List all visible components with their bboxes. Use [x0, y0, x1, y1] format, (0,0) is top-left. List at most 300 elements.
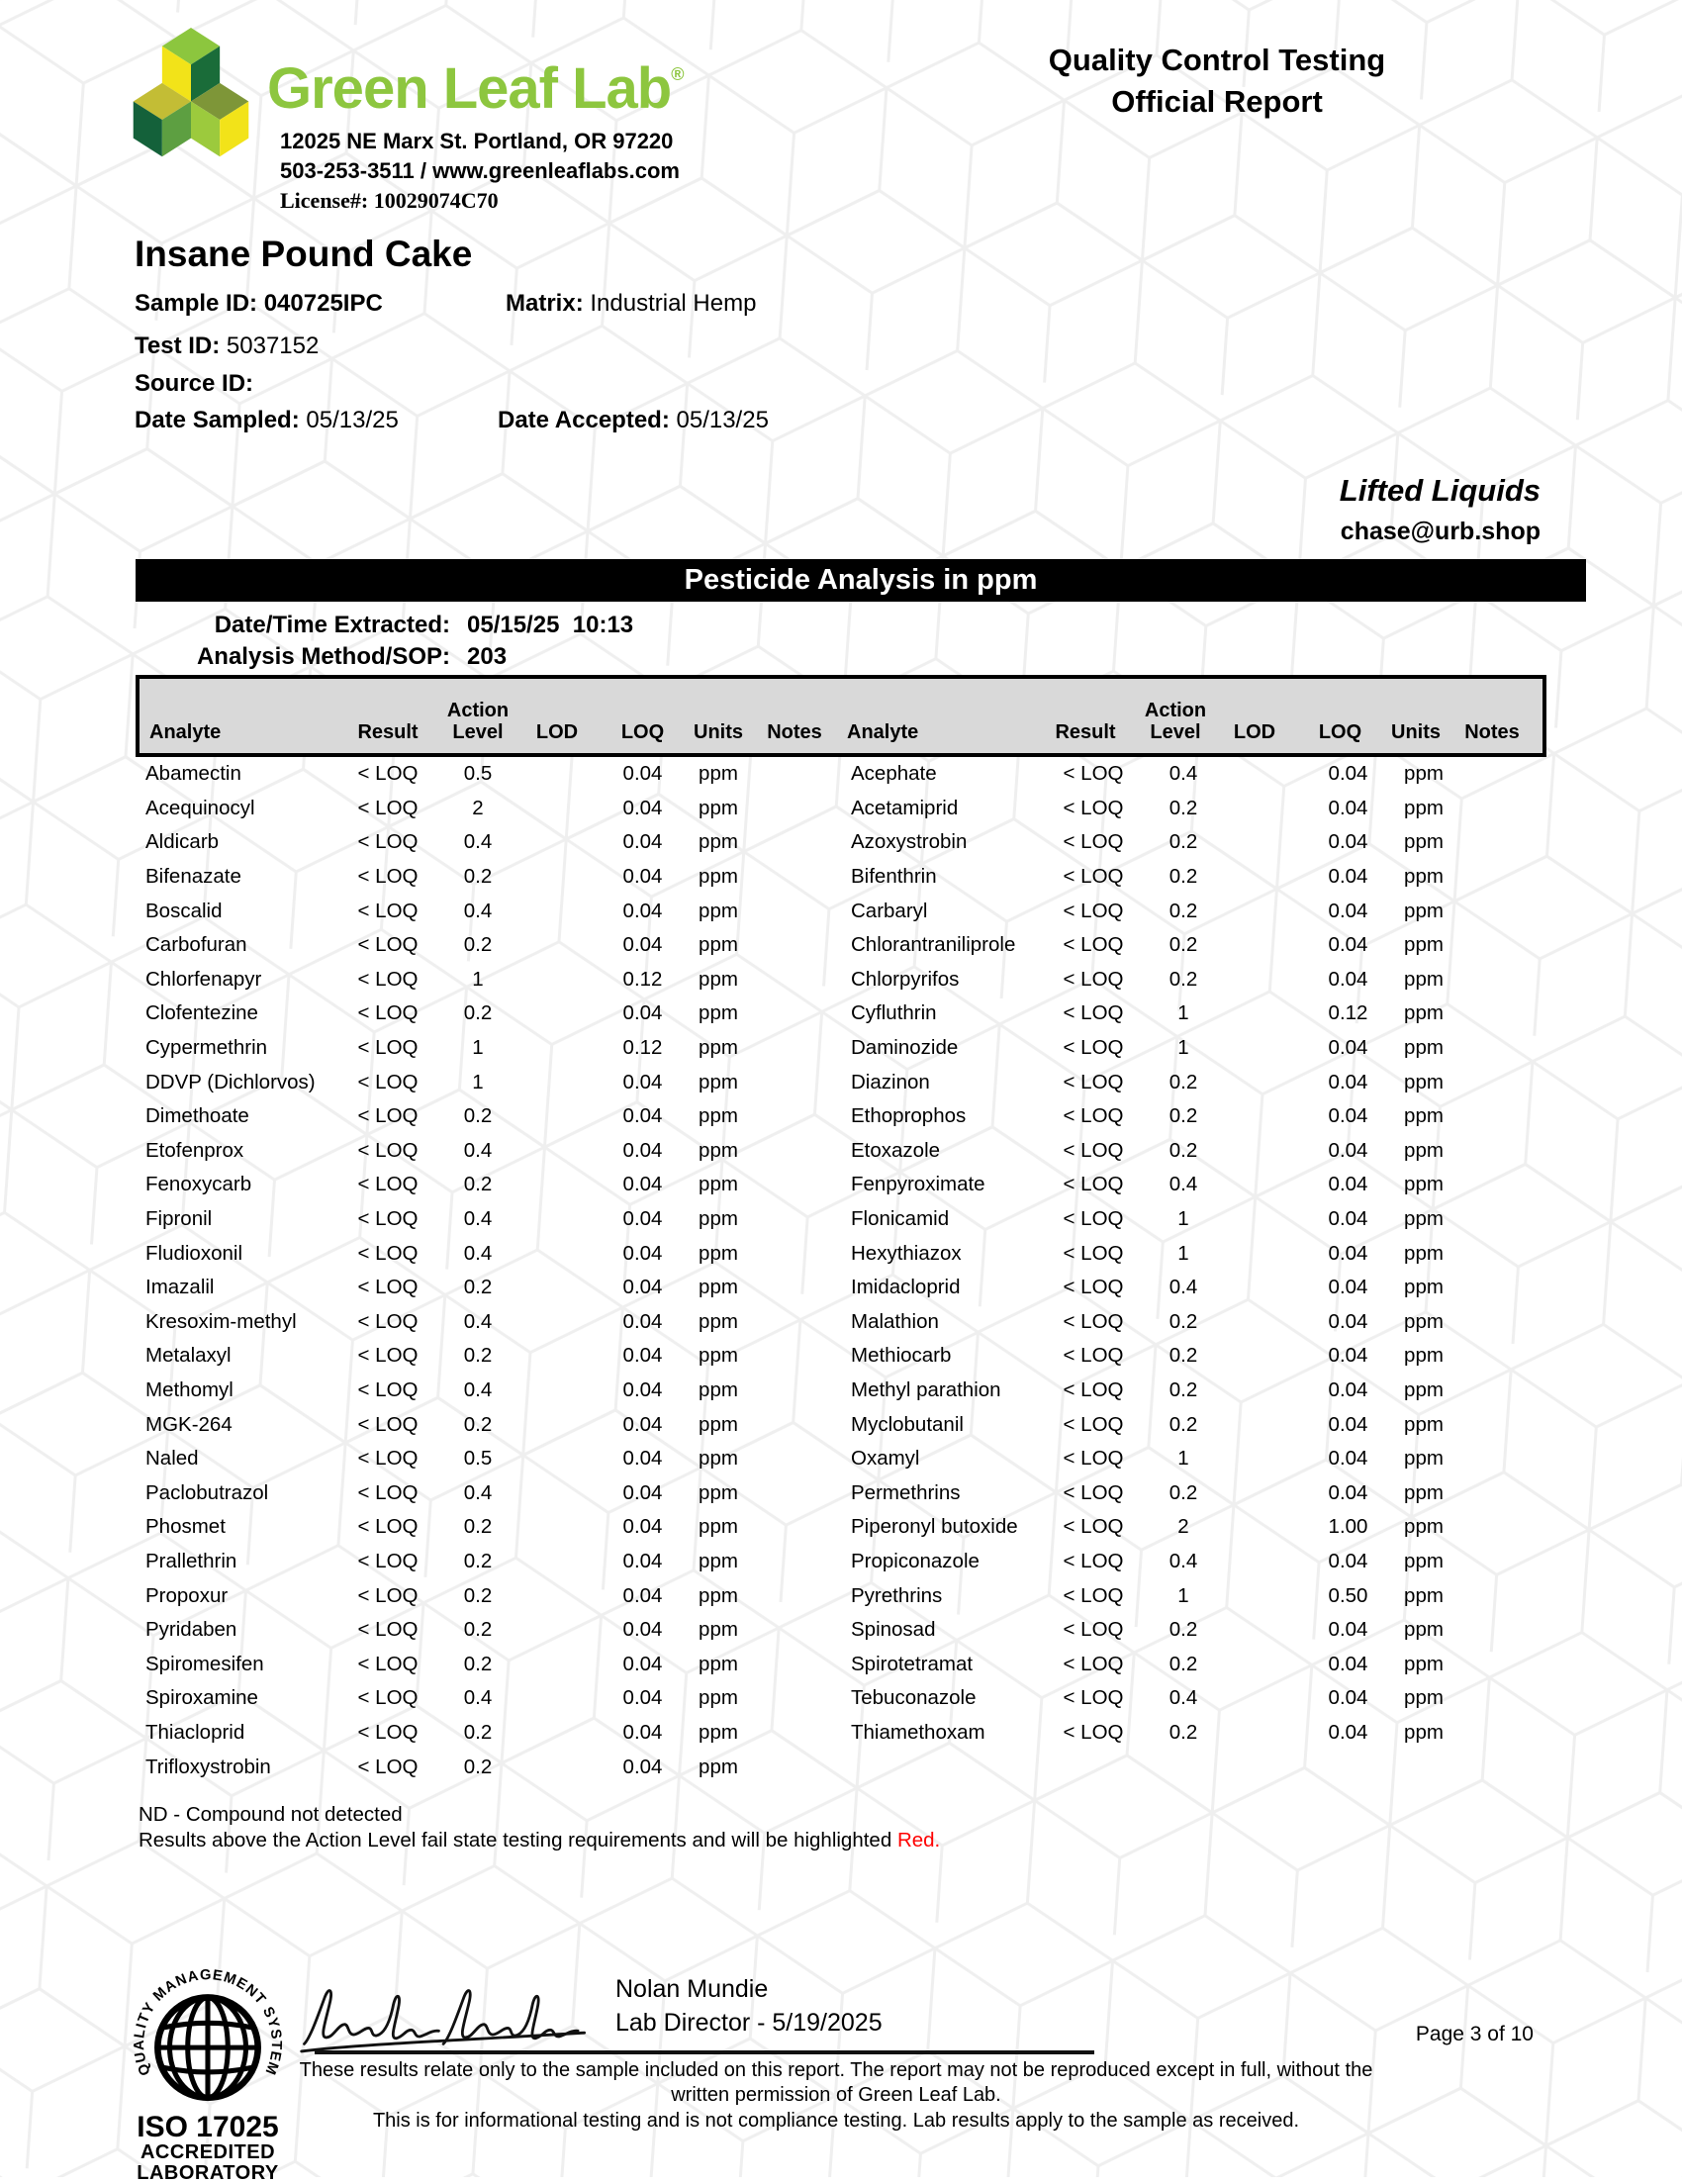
result-cell: < LOQ — [357, 1652, 419, 1675]
result-cell: < LOQ — [357, 865, 419, 889]
disclaimer-2: This is for informational testing and is not compliance testing. Lab results apply to the sample as received. — [372, 2110, 1300, 2132]
result-cell: 0.50 — [1328, 1583, 1368, 1607]
result-cell: 0.04 — [1328, 1447, 1368, 1471]
result-cell: ppm — [699, 1412, 738, 1436]
result-cell: < LOQ — [357, 1241, 419, 1265]
result-cell: 0.04 — [622, 1241, 663, 1265]
analyte-name: Spiromesifen — [145, 1652, 264, 1675]
result-cell: 0.2 — [463, 1173, 493, 1196]
table-row — [136, 1065, 1546, 1099]
analyte-name: Paclobutrazol — [145, 1480, 269, 1504]
analyte-name: Imazalil — [145, 1276, 215, 1299]
result-cell: 1 — [1177, 1001, 1189, 1025]
result-cell: 0.04 — [1328, 1207, 1368, 1231]
result-cell: < LOQ — [1063, 1377, 1124, 1401]
result-cell: 0.04 — [1328, 1173, 1368, 1196]
date-sampled-row — [135, 407, 399, 434]
result-cell: 0.04 — [622, 1480, 663, 1504]
table-row — [136, 1613, 1546, 1648]
analyte-name: Chlorpyrifos — [851, 967, 960, 991]
iso-number: ISO 17025 — [137, 2111, 279, 2143]
result-cell: < LOQ — [1063, 865, 1124, 889]
table-row — [136, 1168, 1546, 1202]
result-cell: 0.04 — [622, 1173, 663, 1196]
result-cell: < LOQ — [1063, 1344, 1124, 1368]
result-cell: 0.04 — [1328, 1036, 1368, 1060]
column-header-action-level: Action Level — [1144, 700, 1207, 743]
result-cell: < LOQ — [357, 830, 419, 854]
extracted-value: 05/15/25 10:13 — [467, 612, 634, 638]
result-cell: 0.4 — [1168, 1549, 1198, 1572]
result-cell: 0.2 — [1168, 1104, 1198, 1128]
result-cell: 0.4 — [463, 1686, 493, 1710]
result-cell: 0.04 — [1328, 1104, 1368, 1128]
result-cell: < LOQ — [1063, 1652, 1124, 1675]
analyte-name: Etofenprox — [145, 1138, 244, 1162]
result-cell: ppm — [699, 1207, 738, 1231]
result-cell: < LOQ — [1063, 1104, 1124, 1128]
table-row — [136, 1647, 1546, 1681]
signer-title: Lab Director - 5/19/2025 — [615, 2009, 883, 2037]
analyte-name: Spiroxamine — [145, 1686, 258, 1710]
analyte-name: Prallethrin — [145, 1549, 237, 1572]
column-header-units: Units — [1391, 721, 1441, 743]
result-cell: 0.2 — [463, 1104, 493, 1128]
result-cell: 0.12 — [1328, 1001, 1368, 1025]
analyte-name: Propoxur — [145, 1583, 229, 1607]
column-header-analyte: Analyte — [847, 721, 919, 743]
result-cell: 0.04 — [622, 1309, 663, 1333]
table-row — [136, 1031, 1546, 1066]
date-sampled-label: Date Sampled: — [135, 407, 307, 433]
result-cell: ppm — [699, 1447, 738, 1471]
result-cell: 0.2 — [463, 1755, 493, 1778]
result-cell: < LOQ — [357, 1549, 419, 1572]
result-cell: 0.04 — [622, 830, 663, 854]
result-cell: 1 — [472, 1070, 484, 1093]
result-cell: < LOQ — [1063, 1241, 1124, 1265]
result-cell: 0.04 — [1328, 1480, 1368, 1504]
analyte-name: Trifloxystrobin — [145, 1755, 271, 1778]
table-row — [136, 997, 1546, 1031]
analyte-name: Methomyl — [145, 1377, 234, 1401]
analyte-name: Permethrins — [851, 1480, 961, 1504]
table-row — [136, 1442, 1546, 1476]
disclaimer-1 — [297, 2058, 1375, 2108]
lab-phone-web: 503-253-3511 / www.greenleaflabs.com — [280, 158, 680, 183]
analyte-name: Acequinocyl — [145, 796, 255, 819]
table-row — [136, 1202, 1546, 1237]
result-cell: 0.4 — [463, 1480, 493, 1504]
result-cell: ppm — [699, 1549, 738, 1572]
result-cell: ppm — [1404, 1138, 1444, 1162]
analyte-name: Spinosad — [851, 1618, 936, 1642]
result-cell: 0.04 — [622, 1447, 663, 1471]
table-row — [136, 1134, 1546, 1169]
nd-note: ND - Compound not detected — [139, 1803, 403, 1826]
result-cell: 0.2 — [1168, 1138, 1198, 1162]
iso-accreditation-badge — [133, 1967, 283, 2184]
result-cell: ppm — [699, 899, 738, 922]
result-cell: < LOQ — [357, 1447, 419, 1471]
table-row — [136, 860, 1546, 895]
analyte-name: Methiocarb — [851, 1344, 952, 1368]
result-cell: 0.04 — [622, 899, 663, 922]
result-cell: ppm — [1404, 1173, 1444, 1196]
analyte-name: Bifenthrin — [851, 865, 937, 889]
result-cell: 1.00 — [1328, 1515, 1368, 1539]
test-id-label: Test ID: — [135, 332, 227, 359]
result-cell: < LOQ — [1063, 1276, 1124, 1299]
table-row — [136, 928, 1546, 963]
result-cell: ppm — [699, 1138, 738, 1162]
analyte-name: Malathion — [851, 1309, 939, 1333]
result-cell: < LOQ — [357, 1309, 419, 1333]
result-cell: ppm — [699, 1001, 738, 1025]
table-row — [136, 963, 1546, 997]
lab-address: 12025 NE Marx St. Portland, OR 97220 — [280, 129, 674, 153]
analyte-name: Propiconazole — [851, 1549, 980, 1572]
result-cell: < LOQ — [357, 1207, 419, 1231]
result-cell: 0.4 — [463, 899, 493, 922]
result-cell: < LOQ — [357, 1412, 419, 1436]
result-cell: 0.2 — [463, 1618, 493, 1642]
table-row — [136, 1681, 1546, 1716]
result-cell: ppm — [699, 1755, 738, 1778]
result-cell: ppm — [1404, 1104, 1444, 1128]
result-cell: 0.4 — [463, 1138, 493, 1162]
analyte-name: Etoxazole — [851, 1138, 941, 1162]
result-cell: 0.2 — [463, 1652, 493, 1675]
result-cell: 0.04 — [622, 865, 663, 889]
result-cell: < LOQ — [357, 1001, 419, 1025]
analyte-name: Methyl parathion — [851, 1377, 1001, 1401]
method-value: 203 — [467, 643, 508, 670]
result-cell: 0.04 — [1328, 1549, 1368, 1572]
table-body — [136, 757, 1546, 1784]
table-row — [136, 1407, 1546, 1442]
result-cell: < LOQ — [357, 796, 419, 819]
result-cell: 1 — [1177, 1583, 1189, 1607]
matrix-row — [506, 290, 756, 318]
result-cell: 0.04 — [1328, 1652, 1368, 1675]
column-header-loq: LOQ — [620, 721, 665, 743]
result-cell: ppm — [1404, 1207, 1444, 1231]
result-cell: ppm — [1404, 1001, 1444, 1025]
result-cell: 0.04 — [622, 1104, 663, 1128]
result-cell: 0.04 — [622, 1686, 663, 1710]
result-cell: ppm — [1404, 967, 1444, 991]
result-cell: ppm — [1404, 1686, 1444, 1710]
analyte-name: Daminozide — [851, 1036, 959, 1060]
result-cell: 0.04 — [622, 1138, 663, 1162]
analyte-name: Azoxystrobin — [851, 830, 968, 854]
result-cell: ppm — [1404, 762, 1444, 786]
date-sampled-value: 05/13/25 — [306, 407, 399, 433]
result-cell: 0.4 — [463, 1207, 493, 1231]
result-cell: 0.2 — [463, 865, 493, 889]
result-cell: < LOQ — [1063, 1720, 1124, 1744]
result-cell: 0.04 — [1328, 1412, 1368, 1436]
result-cell: 0.2 — [1168, 1309, 1198, 1333]
result-cell: < LOQ — [1063, 1618, 1124, 1642]
extracted-label: Date/Time Extracted: — [214, 612, 450, 638]
result-cell: 0.2 — [1168, 1377, 1198, 1401]
result-cell: ppm — [699, 1173, 738, 1196]
result-cell: 0.12 — [622, 1036, 663, 1060]
result-cell: 0.04 — [1328, 1070, 1368, 1093]
analyte-name: Chlorantraniliprole — [851, 933, 1016, 957]
registered-mark: ® — [671, 64, 684, 84]
result-cell: 0.12 — [622, 967, 663, 991]
analyte-name: Cypermethrin — [145, 1036, 268, 1060]
lab-license: License#: 10029074C70 — [280, 188, 499, 213]
column-header-analyte: Analyte — [149, 721, 222, 743]
result-cell: 0.04 — [1328, 1618, 1368, 1642]
client-email: chase@urb.shop — [1340, 518, 1541, 545]
analyte-name: Myclobutanil — [851, 1412, 964, 1436]
quality-management-globe-icon — [133, 1967, 283, 2108]
result-cell: 2 — [472, 796, 484, 819]
page-number: Page 3 of 10 — [1415, 2023, 1534, 2045]
result-cell: < LOQ — [1063, 1138, 1124, 1162]
result-cell: < LOQ — [1063, 967, 1124, 991]
result-cell: 0.04 — [622, 1344, 663, 1368]
result-cell: ppm — [699, 1344, 738, 1368]
result-cell: 0.04 — [1328, 1720, 1368, 1744]
result-cell: < LOQ — [357, 1686, 419, 1710]
result-cell: ppm — [1404, 1480, 1444, 1504]
analyte-name: Phosmet — [145, 1515, 226, 1539]
sample-id-label: Sample ID: — [135, 290, 264, 317]
result-cell: ppm — [1404, 1344, 1444, 1368]
result-cell: 0.04 — [1328, 830, 1368, 854]
result-cell: ppm — [699, 1652, 738, 1675]
result-cell: 0.04 — [622, 1549, 663, 1572]
table-header-row — [136, 675, 1546, 757]
result-cell: 1 — [1177, 1207, 1189, 1231]
result-cell: < LOQ — [1063, 1036, 1124, 1060]
result-cell: 0.04 — [622, 1515, 663, 1539]
pesticide-table — [136, 675, 1546, 1784]
result-cell: < LOQ — [1063, 1583, 1124, 1607]
fail-note — [139, 1829, 940, 1852]
result-cell: ppm — [699, 1583, 738, 1607]
result-cell: ppm — [699, 933, 738, 957]
result-cell: < LOQ — [357, 1173, 419, 1196]
result-cell: 0.04 — [1328, 967, 1368, 991]
table-row — [136, 1339, 1546, 1374]
result-cell: ppm — [1404, 1070, 1444, 1093]
table-row — [136, 792, 1546, 826]
analyte-name: Flonicamid — [851, 1207, 950, 1231]
result-cell: ppm — [1404, 1549, 1444, 1572]
result-cell: ppm — [1404, 1652, 1444, 1675]
result-cell: 0.04 — [622, 762, 663, 786]
result-cell: 0.04 — [622, 1377, 663, 1401]
result-cell: < LOQ — [1063, 899, 1124, 922]
result-cell: 0.04 — [622, 796, 663, 819]
analyte-name: Clofentezine — [145, 1001, 258, 1025]
result-cell: 0.04 — [1328, 1344, 1368, 1368]
source-id-row — [135, 370, 253, 398]
brand-text: Green Leaf Lab — [267, 56, 672, 121]
method-label: Analysis Method/SOP: — [196, 643, 450, 670]
result-cell: < LOQ — [1063, 830, 1124, 854]
result-cell: 0.4 — [1168, 1173, 1198, 1196]
analyte-name: Bifenazate — [145, 865, 241, 889]
column-header-loq: LOQ — [1318, 721, 1362, 743]
result-cell: ppm — [699, 1720, 738, 1744]
result-cell: ppm — [1404, 1036, 1444, 1060]
sample-id-row — [135, 290, 383, 318]
result-cell: < LOQ — [1063, 1001, 1124, 1025]
result-cell: 0.04 — [1328, 865, 1368, 889]
result-cell: 0.2 — [1168, 933, 1198, 957]
analyte-name: Naled — [145, 1447, 199, 1471]
client-name: Lifted Liquids — [1339, 473, 1541, 508]
result-cell: 0.4 — [1168, 1276, 1198, 1299]
result-cell: < LOQ — [1063, 1309, 1124, 1333]
table-row — [136, 1475, 1546, 1510]
test-id-value: 5037152 — [226, 332, 320, 359]
result-cell: < LOQ — [1063, 1173, 1124, 1196]
result-cell: 0.5 — [463, 1447, 493, 1471]
date-accepted-label: Date Accepted: — [498, 407, 677, 433]
disclaimer-1-line1: These results relate only to the sample included on this report. The report may not be reproduced except in full, without the — [299, 2059, 1373, 2081]
result-cell: < LOQ — [357, 1377, 419, 1401]
analyte-name: Carbofuran — [145, 933, 247, 957]
result-cell: 0.04 — [622, 1652, 663, 1675]
result-cell: 1 — [1177, 1447, 1189, 1471]
result-cell: < LOQ — [357, 1480, 419, 1504]
analyte-name: Metalaxyl — [145, 1344, 232, 1368]
result-cell: 0.2 — [1168, 830, 1198, 854]
result-cell: < LOQ — [1063, 762, 1124, 786]
analyte-name: Boscalid — [145, 899, 223, 922]
table-row — [136, 1578, 1546, 1613]
result-cell: 1 — [472, 1036, 484, 1060]
result-cell: 1 — [1177, 1241, 1189, 1265]
result-cell: 0.2 — [1168, 967, 1198, 991]
result-cell: 2 — [1177, 1515, 1189, 1539]
result-cell: < LOQ — [1063, 1480, 1124, 1504]
result-cell: ppm — [1404, 1276, 1444, 1299]
table-row — [136, 757, 1546, 792]
analyte-name: Aldicarb — [145, 830, 220, 854]
result-cell: 0.2 — [1168, 1344, 1198, 1368]
result-cell: ppm — [699, 1104, 738, 1128]
result-cell: 0.2 — [1168, 865, 1198, 889]
column-header-lod: LOD — [535, 721, 579, 743]
analyte-name: Fludioxonil — [145, 1241, 242, 1265]
result-cell: 0.04 — [622, 1412, 663, 1436]
date-accepted-value: 05/13/25 — [676, 407, 769, 433]
analyte-name: Spirotetramat — [851, 1652, 974, 1675]
result-cell: 0.2 — [463, 933, 493, 957]
result-cell: ppm — [1404, 1515, 1444, 1539]
analyte-name: Fipronil — [145, 1207, 213, 1231]
table-row — [136, 1374, 1546, 1408]
result-cell: 0.2 — [1168, 899, 1198, 922]
result-cell: 1 — [472, 967, 484, 991]
client-block — [947, 473, 1541, 546]
result-cell: 0.2 — [1168, 1480, 1198, 1504]
result-cell: 0.4 — [463, 830, 493, 854]
iso-laboratory: LABORATORY — [137, 2162, 279, 2184]
result-cell: 0.2 — [1168, 1618, 1198, 1642]
analyte-name: Hexythiazox — [851, 1241, 962, 1265]
analyte-name: Chlorfenapyr — [145, 967, 262, 991]
result-cell: 0.04 — [622, 1583, 663, 1607]
badge-ring-text: QUALITY MANAGEMENT SYSTEM — [133, 1967, 283, 2078]
result-cell: < LOQ — [357, 1344, 419, 1368]
result-cell: ppm — [1404, 830, 1444, 854]
result-cell: ppm — [699, 830, 738, 854]
result-cell: 0.04 — [1328, 1241, 1368, 1265]
table-row — [136, 825, 1546, 860]
result-cell: < LOQ — [1063, 1412, 1124, 1436]
result-cell: < LOQ — [1063, 1070, 1124, 1093]
result-cell: ppm — [1404, 899, 1444, 922]
result-cell: ppm — [1404, 796, 1444, 819]
result-cell: 0.04 — [1328, 1686, 1368, 1710]
analyte-name: Tebuconazole — [851, 1686, 977, 1710]
column-header-result: Result — [357, 721, 419, 743]
result-cell: < LOQ — [1063, 1686, 1124, 1710]
result-cell: ppm — [1404, 1583, 1444, 1607]
lab-address-block — [280, 127, 680, 216]
result-cell: < LOQ — [357, 899, 419, 922]
result-cell: ppm — [1404, 1720, 1444, 1744]
result-cell: < LOQ — [357, 1583, 419, 1607]
table-row — [136, 1271, 1546, 1305]
result-cell: ppm — [699, 865, 738, 889]
result-cell: 0.4 — [1168, 1686, 1198, 1710]
result-cell: ppm — [1404, 865, 1444, 889]
result-cell: 0.04 — [622, 933, 663, 957]
result-cell: < LOQ — [357, 1276, 419, 1299]
analyte-name: Pyrethrins — [851, 1583, 943, 1607]
analyte-name: Diazinon — [851, 1070, 930, 1093]
result-cell: 0.4 — [463, 1309, 493, 1333]
result-cell: ppm — [1404, 933, 1444, 957]
result-cell: 0.04 — [622, 1070, 663, 1093]
result-cell: 0.04 — [622, 1720, 663, 1744]
result-cell: 0.2 — [463, 1583, 493, 1607]
result-cell: < LOQ — [357, 762, 419, 786]
analyte-name: MGK-264 — [145, 1412, 233, 1436]
result-cell: < LOQ — [357, 1720, 419, 1744]
result-cell: < LOQ — [357, 1036, 419, 1060]
result-cell: 0.2 — [463, 1276, 493, 1299]
result-cell: < LOQ — [357, 1515, 419, 1539]
analyte-name: DDVP (Dichlorvos) — [145, 1070, 316, 1093]
result-cell: 0.4 — [463, 1241, 493, 1265]
result-cell: 0.2 — [1168, 1070, 1198, 1093]
analyte-name: Cyfluthrin — [851, 1001, 937, 1025]
result-cell: ppm — [1404, 1377, 1444, 1401]
analyte-name: Ethoprophos — [851, 1104, 967, 1128]
column-header-result: Result — [1055, 721, 1116, 743]
result-cell: ppm — [1404, 1447, 1444, 1471]
result-cell: 0.4 — [1168, 762, 1198, 786]
result-cell: 0.2 — [463, 1515, 493, 1539]
fail-note-text: Results above the Action Level fail state testing requirements and will be highlighted — [139, 1829, 897, 1852]
matrix-value: Industrial Hemp — [590, 290, 757, 317]
result-cell: 0.04 — [1328, 899, 1368, 922]
result-cell: ppm — [699, 1309, 738, 1333]
